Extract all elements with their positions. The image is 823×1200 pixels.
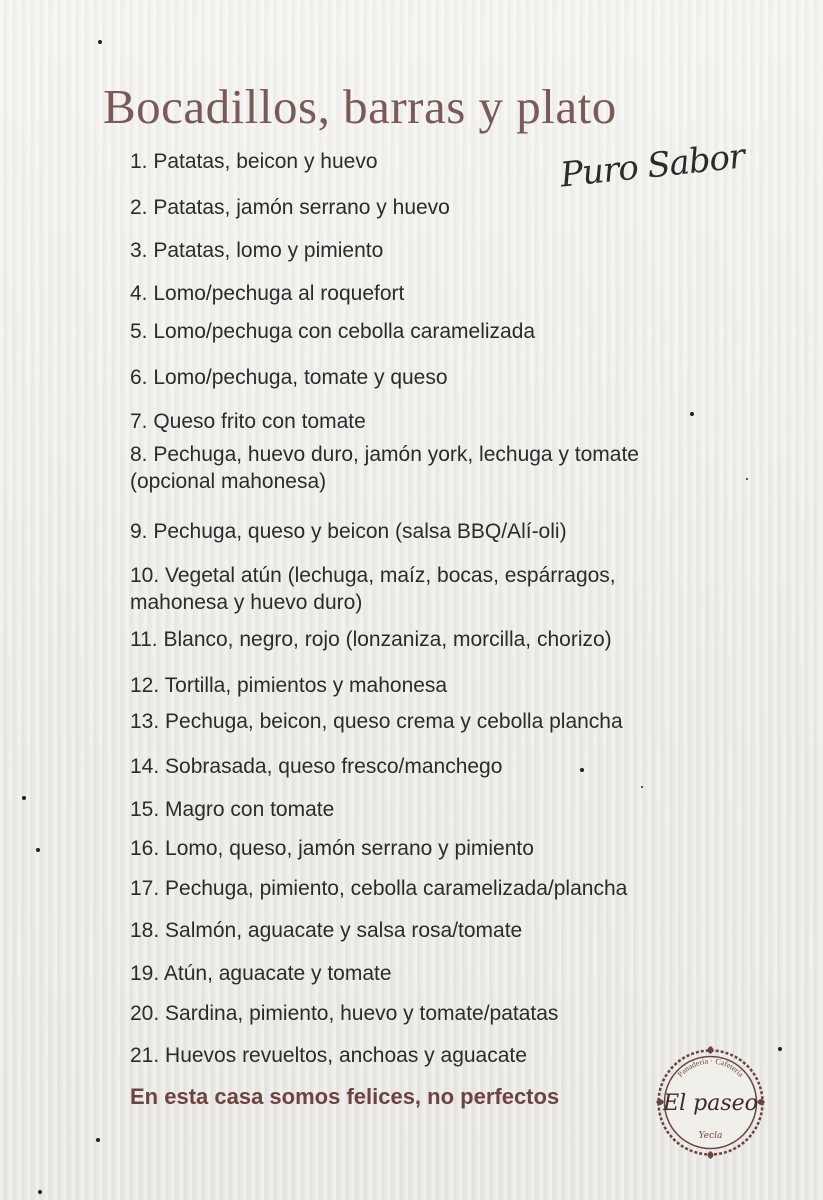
menu-item: 5. Lomo/pechuga con cebolla caramelizada (130, 320, 536, 343)
menu-item: 2. Patatas, jamón serrano y huevo (130, 196, 450, 219)
menu-item: 17. Pechuga, pimiento, cebolla caramelizada/plancha (130, 877, 628, 900)
menu-title: Bocadillos, barras y plato (103, 79, 617, 134)
paper-speck (778, 1047, 782, 1051)
menu-item: 8. Pechuga, huevo duro, jamón york, lechuga y tomate (opcional mahonesa) (130, 443, 639, 493)
menu-item: 7. Queso frito con tomate (130, 410, 366, 433)
paper-speck (38, 1190, 42, 1194)
el-paseo-logo (648, 1040, 773, 1165)
menu-item: 20. Sardina, pimiento, huevo y tomate/patatas (130, 1002, 559, 1025)
menu-item: 16. Lomo, queso, jamón serrano y pimiento (130, 837, 534, 860)
menu-item: 21. Huevos revueltos, anchoas y aguacate (130, 1044, 527, 1067)
menu-item: 15. Magro con tomate (130, 798, 335, 821)
paper-speck (690, 412, 694, 416)
menu-item: 3. Patatas, lomo y pimiento (130, 239, 384, 262)
logo-top-text: Panadería · Cafetería (675, 1056, 746, 1079)
paper-speck (36, 848, 40, 852)
menu-item: 12. Tortilla, pimientos y mahonesa (130, 674, 448, 697)
paper-speck (746, 478, 748, 480)
paper-speck (22, 796, 26, 800)
menu-item: 1. Patatas, beicon y huevo (130, 150, 378, 173)
menu-item: 6. Lomo/pechuga, tomate y queso (130, 366, 448, 389)
menu-item: 9. Pechuga, queso y beicon (salsa BBQ/Alí-oli) (130, 520, 567, 543)
menu-item: 11. Blanco, negro, rojo (lonzaniza, morcilla, chorizo) (130, 628, 612, 651)
paper-speck (96, 1138, 100, 1142)
menu-footer-slogan: En esta casa somos felices, no perfectos (130, 1084, 560, 1109)
paper-speck (98, 40, 102, 44)
menu-item: 13. Pechuga, beicon, queso crema y cebolla plancha (130, 710, 623, 733)
paper-speck (580, 768, 584, 772)
menu-item: 4. Lomo/pechuga al roquefort (130, 282, 405, 305)
logo-bottom-text: Yecla (698, 1131, 723, 1141)
menu-item: 19. Atún, aguacate y tomate (130, 962, 392, 985)
brand-script: Puro Sabor (558, 136, 746, 196)
menu-item: 18. Salmón, aguacate y salsa rosa/tomate (130, 919, 523, 942)
menu-item: 14. Sobrasada, queso fresco/manchego (130, 755, 503, 778)
paper-speck (641, 786, 643, 788)
menu-item: 10. Vegetal atún (lechuga, maíz, bocas, espárragos, mahonesa y huevo duro) (130, 564, 616, 614)
logo-name: El paseo (663, 1091, 758, 1116)
